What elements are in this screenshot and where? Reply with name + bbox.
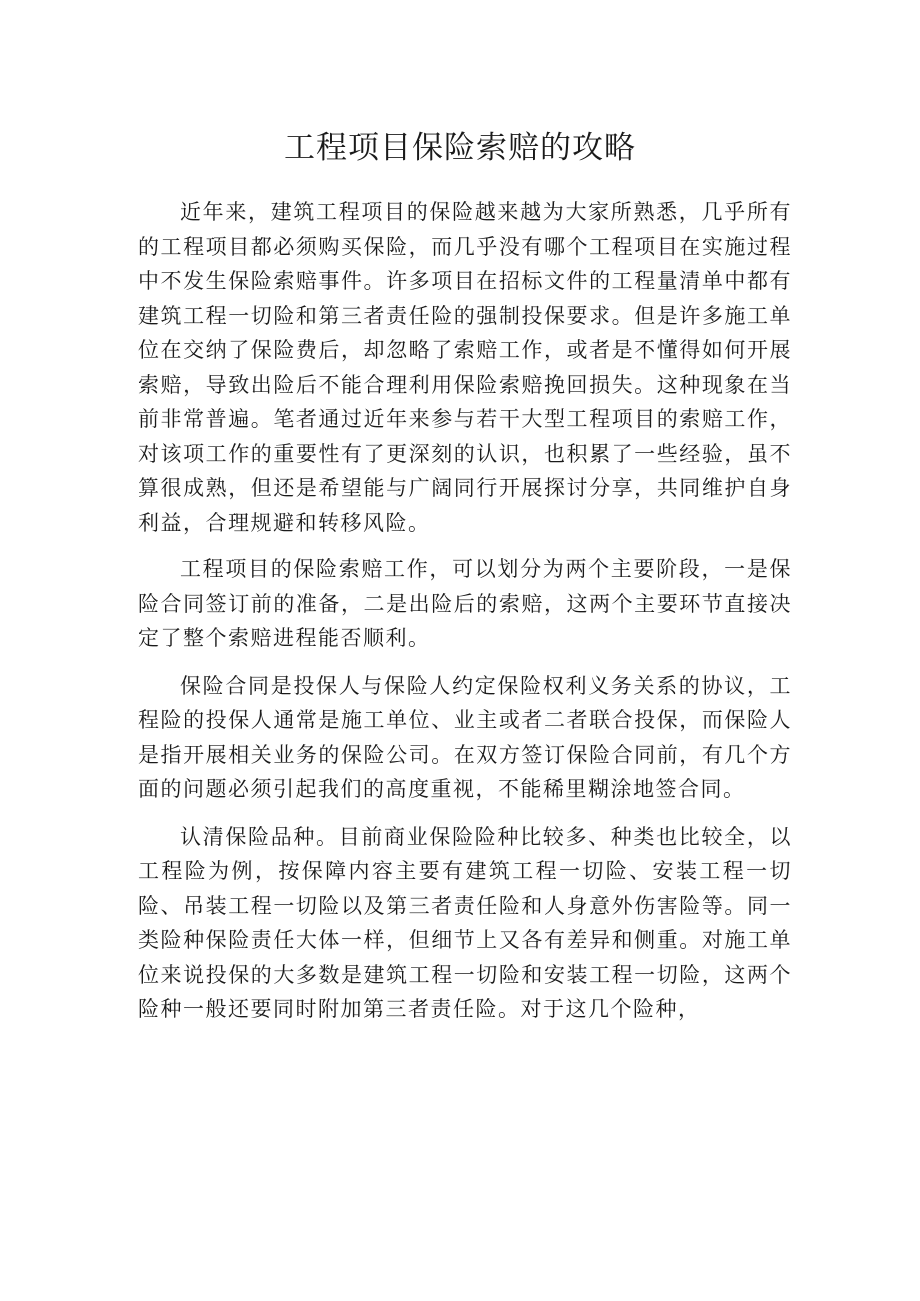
- document-title: 工程项目保险索赔的攻略: [284, 130, 636, 166]
- paragraph-contract: 保险合同是投保人与保险人约定保险权利义务关系的协议，工程险的投保人通常是施工单位、业主或者二者联合投保，而保险人是指开展相关业务的保险公司。在双方签订保险合同前，有几个方面的问题必须引起我们的高度重视，不能稀里糊涂地签合同。: [138, 673, 792, 801]
- document-body: [138, 195, 792, 1039]
- paragraph-stages: 工程项目的保险索赔工作，可以划分为两个主要阶段，一是保险合同签订前的准备，二是出险后的索赔，这两个主要环节直接决定了整个索赔进程能否顺利。: [138, 557, 792, 650]
- paragraph-intro: 近年来，建筑工程项目的保险越来越为大家所熟悉，几乎所有的工程项目都必须购买保险，而几乎没有哪个工程项目在实施过程中不发生保险索赔事件。许多项目在招标文件的工程量清单中都有建筑工程一切险和第三者责任险的强制投保要求。但是许多施工单位在交纳了保险费后，却忽略了索赔工作，或者是不懂得如何开展索赔，导致出险后不能合理利用保险索赔挽回损失。这种现象在当前非常普遍。笔者通过近年来参与若干大型工程项目的索赔工作，对该项工作的重要性有了更深刻的认识，也积累了一些经验，虽不算很成熟，但还是希望能与广阔同行开展探讨分享，共同维护自身利益，合理规避和转移风险。: [138, 200, 792, 535]
- paragraph-insurance-types: 认清保险品种。目前商业保险险种比较多、种类也比较全，以工程险为例，按保障内容主要有建筑工程一切险、安装工程一切险、吊装工程一切险以及第三者责任险和人身意外伤害险等。同一类险种保险责任大体一样，但细节上又各有差异和侧重。对施工单位来说投保的大多数是建筑工程一切险和安装工程一切险，这两个险种一般还要同时附加第三者责任险。对于这几个险种，: [138, 824, 792, 1021]
